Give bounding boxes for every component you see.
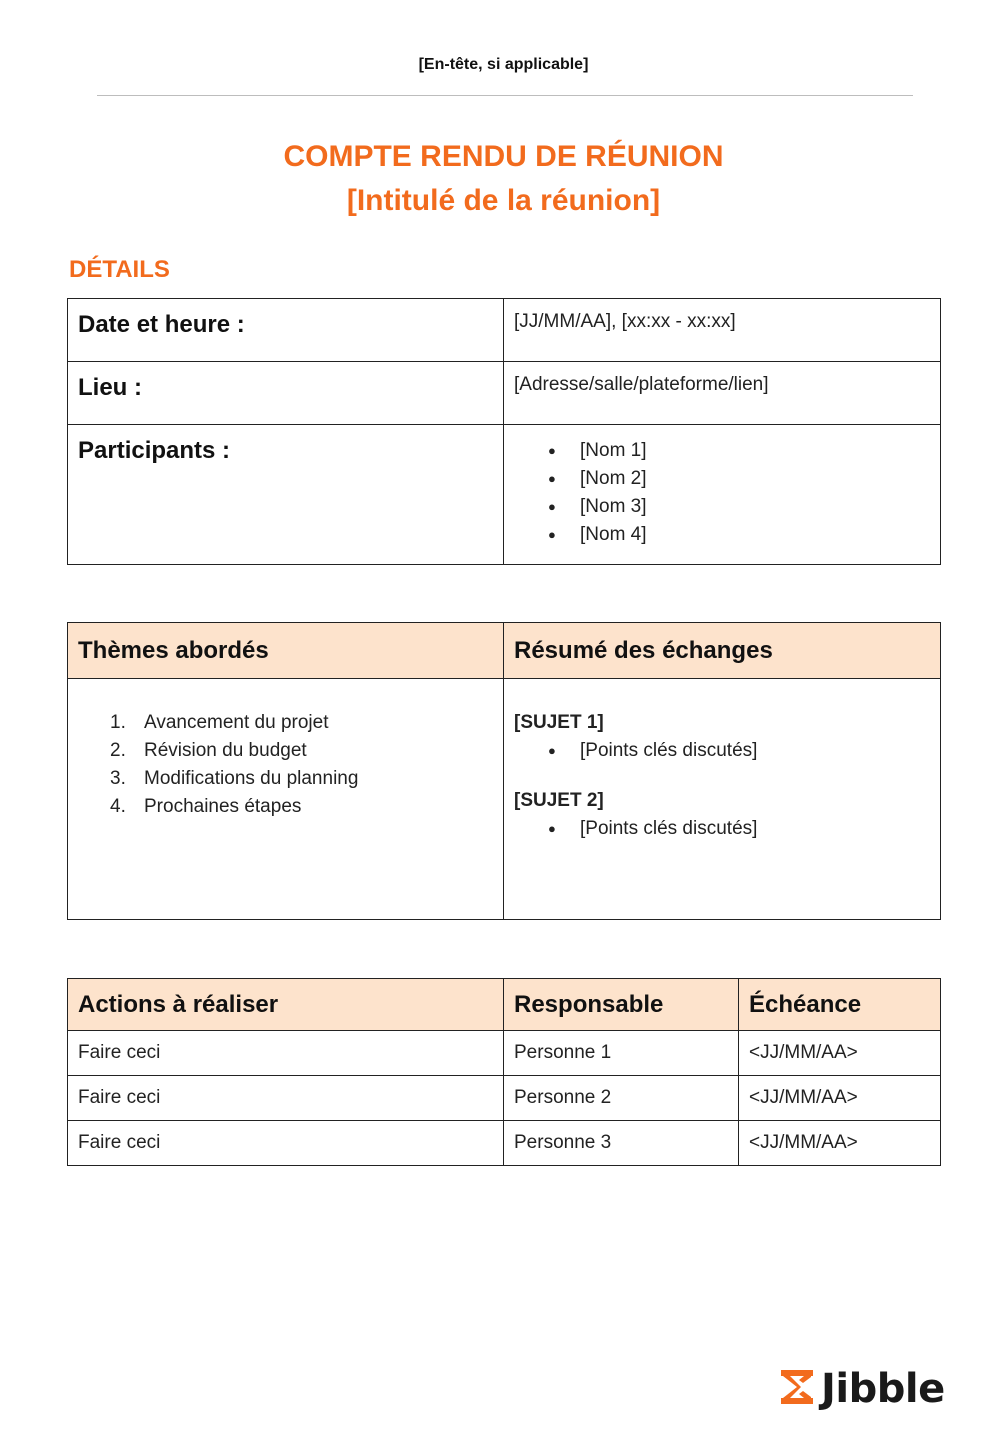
- summary-header: Résumé des échanges: [504, 623, 941, 679]
- participants-cell: [504, 425, 941, 565]
- theme-text: Modifications du planning: [144, 768, 359, 789]
- theme-number: 4.: [110, 796, 126, 817]
- theme-text: Prochaines étapes: [144, 796, 302, 817]
- themes-header: Thèmes abordés: [68, 623, 504, 679]
- participants-list: [514, 437, 930, 549]
- participant-item[interactable]: ● [Nom 2]: [580, 465, 930, 493]
- location-label: Lieu :: [68, 362, 504, 425]
- subject-points: [514, 737, 930, 765]
- deadline-header: Échéance: [739, 979, 941, 1031]
- deadline-cell[interactable]: <JJ/MM/AA>: [739, 1076, 941, 1121]
- summary-cell: [504, 679, 941, 920]
- table-row: [68, 1031, 941, 1076]
- table-row: [68, 425, 941, 565]
- details-table: [67, 298, 941, 565]
- deadline-cell[interactable]: <JJ/MM/AA>: [739, 1031, 941, 1076]
- action-cell[interactable]: Faire ceci: [68, 1031, 504, 1076]
- date-time-value[interactable]: [JJ/MM/AA], [xx:xx - xx:xx]: [504, 299, 941, 362]
- table-row: [68, 299, 941, 362]
- theme-item[interactable]: [110, 737, 493, 765]
- location-value[interactable]: [Adresse/salle/plateforme/lien]: [504, 362, 941, 425]
- owner-cell[interactable]: Personne 1: [504, 1031, 739, 1076]
- actions-header: Actions à réaliser: [68, 979, 504, 1031]
- table-header-row: [68, 623, 941, 679]
- jibble-wordmark: Jibble: [821, 1366, 945, 1412]
- theme-number: 2.: [110, 740, 126, 761]
- theme-item[interactable]: [110, 793, 493, 821]
- table-row: [68, 679, 941, 920]
- jibble-hourglass-icon: [779, 1368, 815, 1411]
- table-row: [68, 1121, 941, 1166]
- topics-table: [67, 622, 941, 920]
- subject-points: [514, 815, 930, 843]
- actions-table: [67, 978, 941, 1166]
- theme-item[interactable]: [110, 709, 493, 737]
- action-cell[interactable]: Faire ceci: [68, 1076, 504, 1121]
- participant-item[interactable]: ● [Nom 3]: [580, 493, 930, 521]
- table-row: [68, 1076, 941, 1121]
- page-header: [En-tête, si applicable]: [418, 56, 589, 73]
- date-time-label: Date et heure :: [68, 299, 504, 362]
- owner-cell[interactable]: Personne 3: [504, 1121, 739, 1166]
- action-cell[interactable]: Faire ceci: [68, 1121, 504, 1166]
- header-divider: [97, 95, 913, 96]
- owner-cell[interactable]: Personne 2: [504, 1076, 739, 1121]
- details-heading: DÉTAILS: [69, 256, 170, 283]
- theme-number: 1.: [110, 712, 126, 733]
- table-header-row: [68, 979, 941, 1031]
- theme-number: 3.: [110, 768, 126, 789]
- themes-cell: [68, 679, 504, 920]
- key-point-item[interactable]: ● [Points clés discutés]: [580, 815, 930, 843]
- table-row: [68, 362, 941, 425]
- participant-item[interactable]: ● [Nom 4]: [580, 521, 930, 549]
- meeting-name: [Intitulé de la réunion]: [346, 184, 661, 217]
- theme-text: Révision du budget: [144, 740, 307, 761]
- deadline-cell[interactable]: <JJ/MM/AA>: [739, 1121, 941, 1166]
- key-point-item[interactable]: ● [Points clés discutés]: [580, 737, 930, 765]
- participant-item[interactable]: ● [Nom 1]: [580, 437, 930, 465]
- subject-title[interactable]: [SUJET 2]: [514, 790, 604, 811]
- themes-list: [78, 679, 493, 821]
- participants-label: Participants :: [68, 425, 504, 565]
- owner-header: Responsable: [504, 979, 739, 1031]
- theme-text: Avancement du projet: [144, 712, 329, 733]
- subject-title[interactable]: [SUJET 1]: [514, 712, 604, 733]
- jibble-logo: [779, 1366, 945, 1412]
- document-title: COMPTE RENDU DE RÉUNION: [283, 140, 724, 173]
- theme-item[interactable]: [110, 765, 493, 793]
